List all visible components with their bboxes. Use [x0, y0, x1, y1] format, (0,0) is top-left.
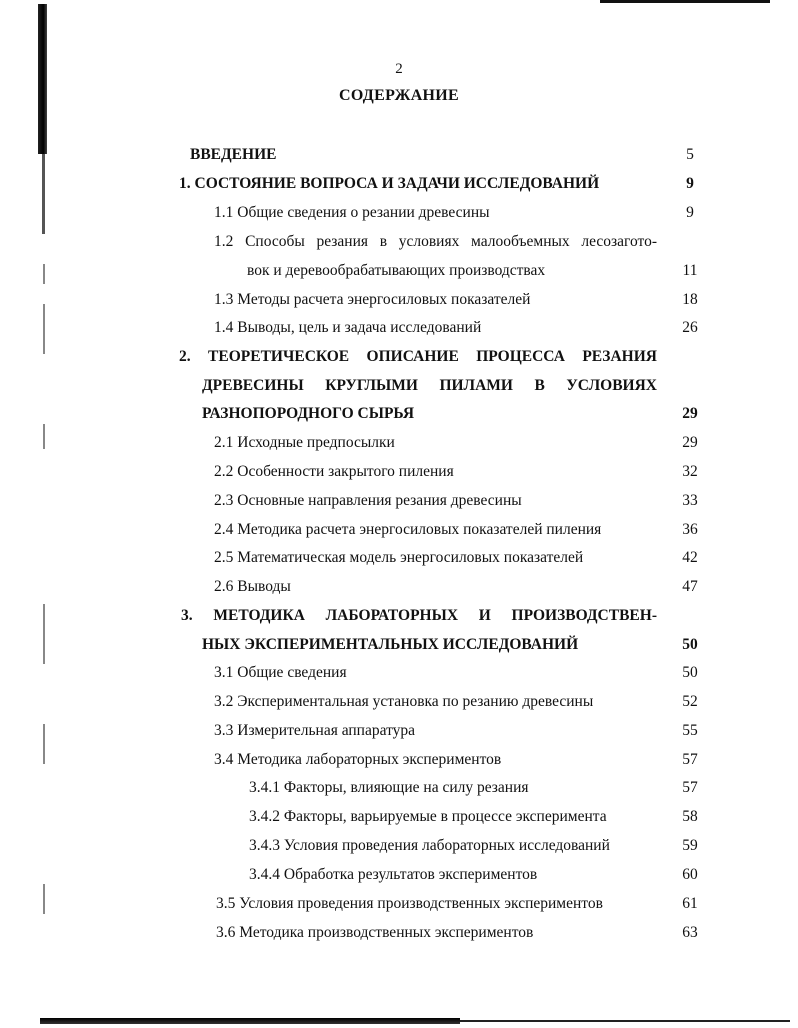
toc-page-3-4: 57: [682, 751, 698, 768]
toc-page-3-4-4: 60: [682, 866, 698, 883]
scan-edge-top: [600, 0, 770, 3]
toc-page-3-5: 61: [682, 895, 698, 912]
toc-page-1-3: 18: [682, 291, 698, 308]
toc-page-2-6: 47: [682, 578, 698, 595]
toc-page-section-1: 9: [686, 175, 694, 192]
toc-page-3-4-3: 59: [682, 837, 698, 854]
toc-page-3-4-2: 58: [682, 808, 698, 825]
toc-page-2-1: 29: [682, 434, 698, 451]
toc-entry-section-2-line2: ДРЕВЕСИНЫ КРУГЛЫМИ ПИЛАМИ В УСЛОВИЯХ: [202, 377, 657, 394]
toc-entry-section-2-line1: 2. ТЕОРЕТИЧЕСКОЕ ОПИСАНИЕ ПРОЦЕССА РЕЗАНИЯ: [179, 348, 657, 365]
toc-page-2-2: 32: [682, 463, 698, 480]
toc-page-2-5: 42: [682, 549, 698, 566]
document-page: 2 СОДЕРЖАНИЕ ВВЕДЕНИЕ 5 1. СОСТОЯНИЕ ВОПРОСА И ЗАДАЧИ ИССЛЕДОВАНИЙ 9 1.1 Общие сведения о резании древесины 9 1.2 Способы резания в условиях малообъемных лесозагото- вок и деревообрабатывающих производствах 11 1.3 Методы расчета энергосиловых показателей 18 1.4 Выводы, цель и задача исследований 26 2. ТЕОРЕТИЧЕСКОЕ ОПИСАНИЕ ПРОЦЕССА РЕЗАНИЯ ДРЕВЕСИНЫ КРУГЛЫМИ ПИЛАМИ В УСЛОВИЯХ РАЗНОПОРОДНОГО СЫРЬЯ 29 2.1 Исходные предпосылки 29 2.2 Особенности закрытого пиления 32 2.3 Основные направления резания древесины 33 2.4 Методика расчета энергосиловых показателей пиления 36 2.5 Математическая модель энергосиловых показателей 42 2.6 Выводы 47 3. МЕТОДИКА ЛАБОРАТОРНЫХ И ПРОИЗВОДСТВЕН- НЫХ ЭКСПЕРИМЕНТАЛЬНЫХ ИССЛЕДОВАНИЙ 50 3.1 Общие сведения 50 3.2 Экспериментальная установка по резанию древесины 52 3.3 Измерительная аппаратура 55 3.4 Методика лабораторных экспериментов 57 3.4.1 Факторы, влияющие на силу резания 57 3.4.2 Факторы, варьируемые в процессе эксперимента 58 3.4.3 Условия проведения лабораторных исследований 59 3.4.4 Обработка результатов экспериментов 60 3.5 Условия проведения производственных экспериментов 61 3.6 Методика производственных экспериментов 63: [0, 0, 798, 1028]
toc-entry-section-3-line1: 3. МЕТОДИКА ЛАБОРАТОРНЫХ И ПРОИЗВОДСТВЕН-: [181, 607, 657, 624]
toc-entry-1-2-line1: 1.2 Способы резания в условиях малообъемных лесозагото-: [214, 233, 657, 250]
scan-edge-bottom-thin: [460, 1020, 790, 1022]
toc-page-3-4-1: 57: [682, 779, 698, 796]
toc-page-3-1: 50: [682, 664, 698, 681]
toc-page-2-4: 36: [682, 521, 698, 538]
toc-page-3-3: 55: [682, 722, 698, 739]
page-number: 2: [395, 61, 403, 77]
toc-page-1-1: 9: [686, 204, 694, 221]
toc-page-section-2: 29: [682, 405, 698, 422]
toc-page-3-6: 63: [682, 924, 698, 941]
scan-edge-left: [36, 4, 50, 1024]
toc-page-section-3: 50: [682, 636, 698, 653]
toc-page-1-2: 11: [682, 262, 698, 279]
toc-page-3-2: 52: [682, 693, 698, 710]
scan-edge-bottom: [40, 1018, 460, 1024]
page-title: СОДЕРЖАНИЕ: [338, 87, 460, 104]
toc-page-2-3: 33: [682, 492, 698, 509]
toc-page-intro: 5: [686, 146, 694, 163]
toc-page-1-4: 26: [682, 319, 698, 336]
